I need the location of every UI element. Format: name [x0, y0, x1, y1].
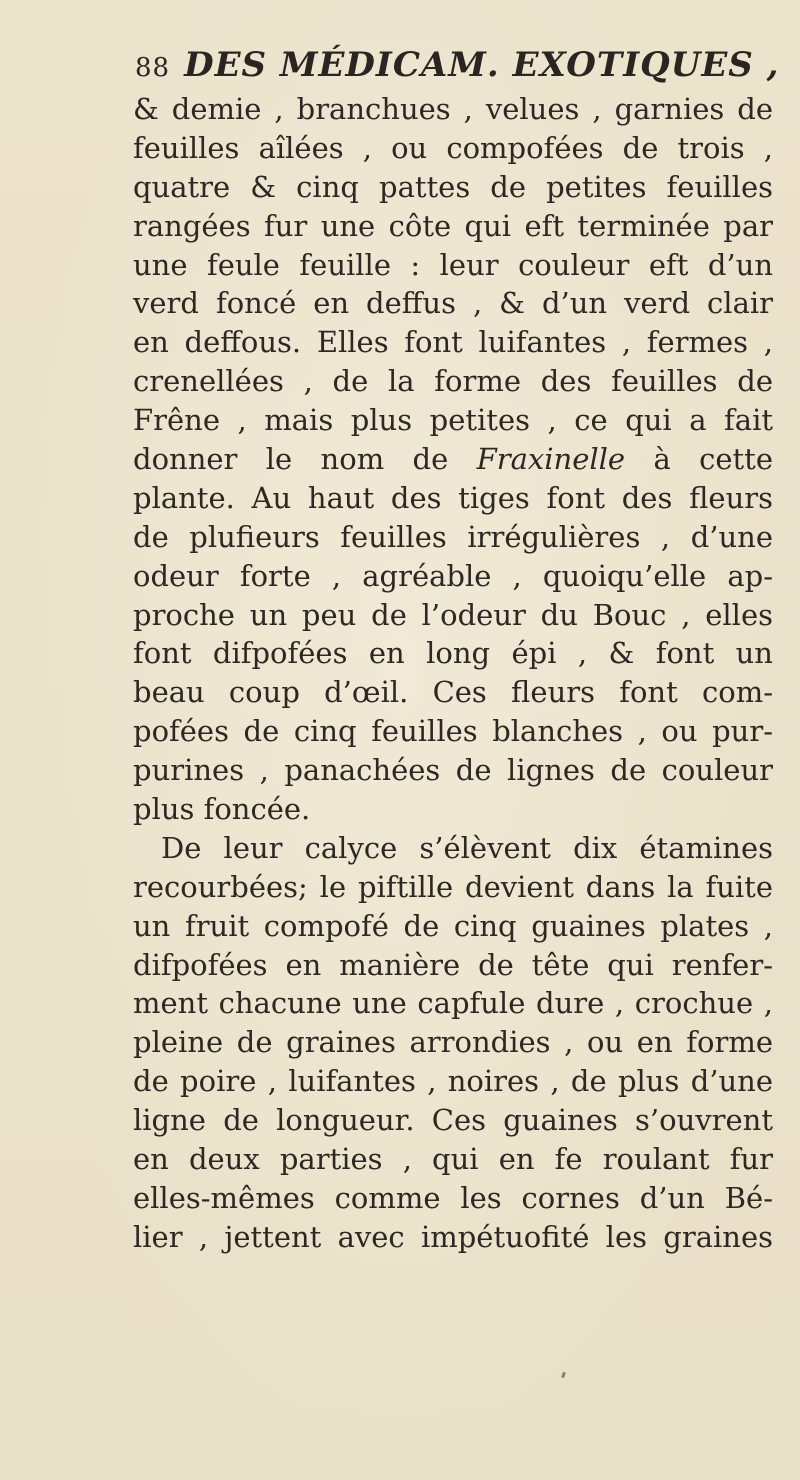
- text-line: odeur forte , agréable , quoiqu’elle ap-: [133, 558, 773, 593]
- text-line: de plufieurs feuilles irrégulières , d’une: [133, 519, 773, 554]
- body-text: [133, 90, 773, 1257]
- text-line: crenellées , de la forme des feuilles de: [133, 364, 773, 399]
- text-line: verd foncé en deffus , & d’un verd clair: [133, 286, 773, 321]
- running-title: DES MÉDICAM. EXOTIQUES ,: [184, 45, 780, 85]
- text-line: ment chacune une capfule dure , crochue ,: [133, 986, 773, 1021]
- text-segment: donner le nom de: [133, 442, 449, 477]
- ink-speck: [561, 1372, 566, 1379]
- text-line: un fruit compofé de cinq guaines plates ,: [133, 908, 773, 943]
- text-line: recourbées; le piftille devient dans la fuite: [133, 869, 773, 904]
- text-line: en deffous. Elles font luifantes , fermes ,: [133, 325, 773, 360]
- text-line: quatre & cinq pattes de petites feuilles: [133, 169, 773, 204]
- text-line: plus foncée.: [133, 792, 311, 827]
- text-line: [133, 440, 773, 479]
- text-line: font difpofées en long épi , & font un: [133, 636, 773, 671]
- text-line: pofées de cinq feuilles blanches , ou pur-: [133, 714, 773, 749]
- text-line: & demie , branchues , velues , garnies de: [133, 92, 773, 126]
- text-line: une feule feuille : leur couleur eft d’un: [133, 247, 773, 282]
- text-line: Frêne , mais plus petites , ce qui a fait: [133, 403, 773, 438]
- text-line: pleine de graines arrondies , ou en forme: [133, 1025, 773, 1060]
- text-line: feuilles aîlées , ou compofées de trois ,: [133, 130, 773, 165]
- running-header: [135, 45, 780, 85]
- plant-name-italic: Fraxinelle: [476, 442, 626, 477]
- text-line: en deux parties , qui en fe roulant fur: [133, 1142, 773, 1177]
- text-line: elles-mêmes comme les cornes d’un Bé-: [133, 1180, 773, 1215]
- text-segment: à cette: [653, 442, 773, 477]
- text-line: lier , jettent avec impétuofité les graines: [133, 1219, 773, 1254]
- text-line: beau coup d’œil. Ces fleurs font com-: [133, 675, 773, 710]
- text-line: purines , panachées de lignes de couleur: [133, 753, 773, 788]
- text-line: ligne de longueur. Ces guaines s’ouvrent: [133, 1103, 773, 1138]
- text-line: plante. Au haut des tiges font des fleurs: [133, 480, 773, 515]
- text-line: proche un peu de l’odeur du Bouc , elles: [133, 597, 773, 632]
- page-number: 88: [135, 53, 171, 83]
- text-line: de poire , luifantes , noires , de plus d’une: [133, 1064, 773, 1099]
- text-line: rangées fur une côte qui eft terminée par: [133, 208, 773, 243]
- text-line: difpofées en manière de tête qui renfer-: [133, 947, 773, 982]
- text-line: De leur calyce s’élèvent dix étamines: [161, 830, 773, 865]
